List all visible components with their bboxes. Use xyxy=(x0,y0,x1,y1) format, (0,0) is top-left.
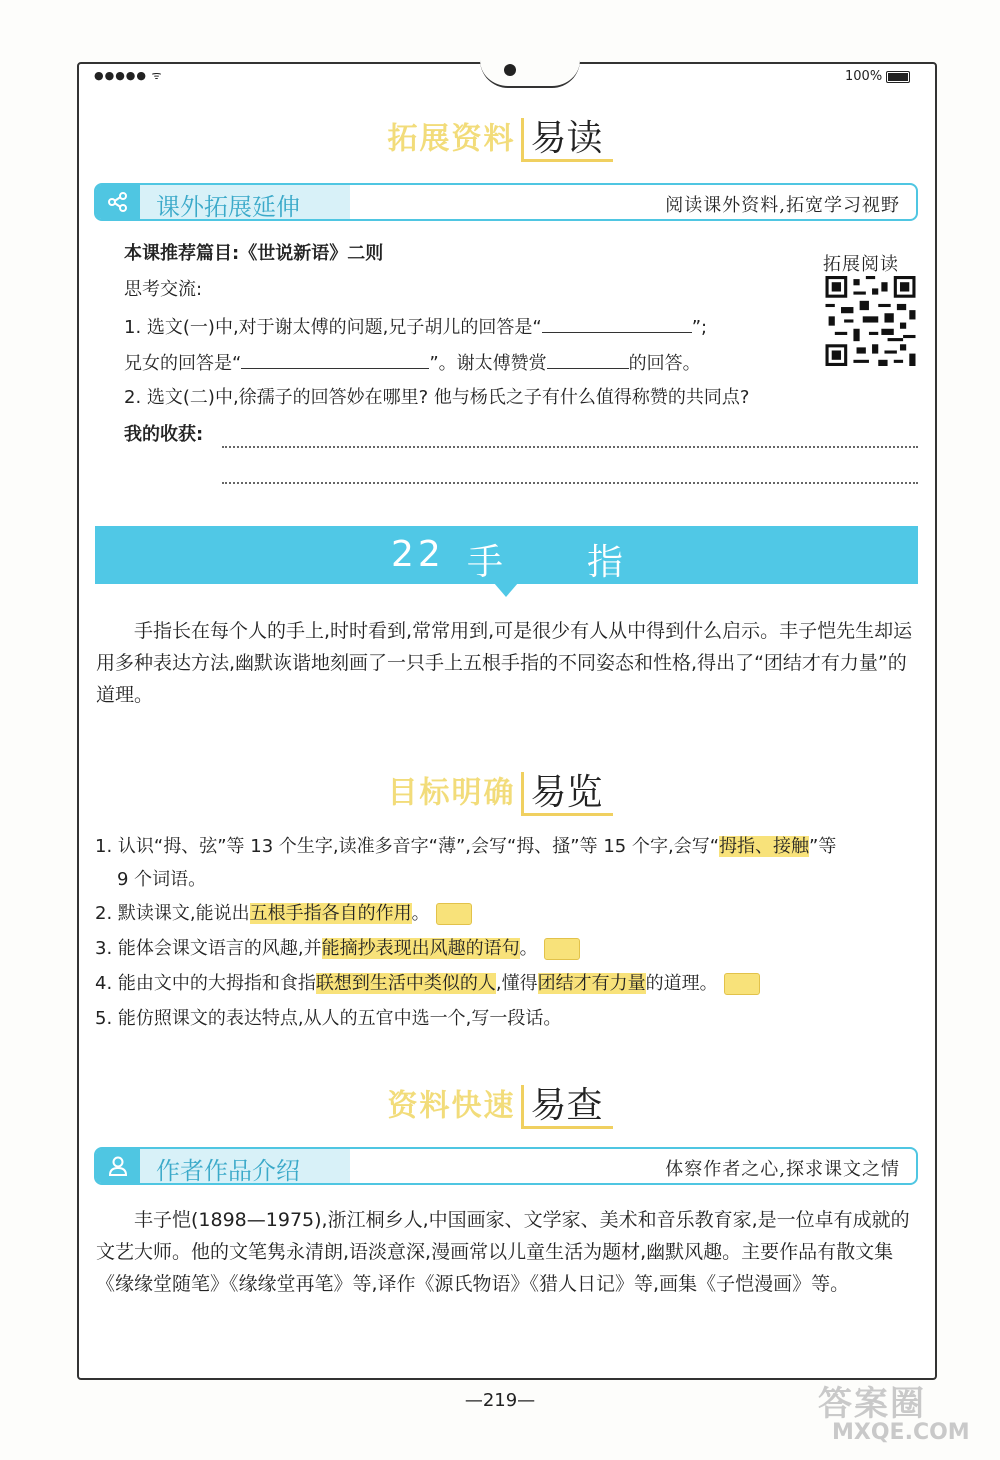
question-1a-end: ”; xyxy=(691,317,708,338)
signal-indicator: ●●●●● ᯤ xyxy=(94,69,163,82)
question-1b xyxy=(124,350,701,376)
note-box[interactable] xyxy=(544,938,580,960)
qr-code-icon[interactable] xyxy=(822,276,919,366)
goal-3 xyxy=(95,936,580,962)
harvest-line[interactable] xyxy=(222,482,918,484)
goal-highlight: 拇指、接触 xyxy=(719,836,810,857)
goal-text: 4. 能由文中的大拇指和食指 xyxy=(95,973,316,994)
info-heading-dark: 易查 xyxy=(521,1085,612,1129)
extend-heading xyxy=(0,110,1000,160)
recommend-line: 本课推荐篇目:《世说新语》二则 xyxy=(124,243,384,264)
lesson-banner xyxy=(95,526,918,584)
extend-heading-dark: 易读 xyxy=(521,118,612,162)
goals-heading-pale: 目标明确 xyxy=(387,775,516,811)
lesson-title-char-2: 指 xyxy=(587,542,624,583)
goal-text: ,懂得 xyxy=(495,973,538,994)
info-heading-pale: 资料快速 xyxy=(387,1088,516,1124)
battery-indicator xyxy=(845,69,910,84)
note-box[interactable] xyxy=(724,973,760,995)
watermark-url: MXQE.COM xyxy=(832,1420,970,1445)
goal-text: 3. 能体会课文语言的风趣,并 xyxy=(95,938,322,959)
watermark-logo: 答案圈 xyxy=(818,1384,926,1424)
answer-blank[interactable] xyxy=(542,314,692,333)
answer-blank[interactable] xyxy=(547,350,629,369)
extend-bar-title: 课外拓展延伸 xyxy=(156,193,300,221)
goal-text: 。 xyxy=(411,903,430,924)
tablet-notch xyxy=(480,60,580,88)
goal-4 xyxy=(95,971,760,997)
info-bar-motto: 体察作者之心,探求课文之情 xyxy=(665,1159,900,1180)
battery-text: 100% xyxy=(845,69,883,84)
goal-1 xyxy=(95,834,836,860)
share-icon xyxy=(96,185,140,219)
goal-highlight: 联想到生活中类似的人 xyxy=(315,973,496,994)
info-section-bar xyxy=(94,1147,918,1185)
goal-text: 的道理。 xyxy=(645,973,718,994)
lesson-intro: 手指长在每个人的手上,时时看到,常常用到,可是很少有人从中得到什么启示。丰子恺先生却运用多种表达方法,幽默诙谐地刻画了一只手上五根手指的不同姿态和性格,得出了“团结才有力量”的道理。 xyxy=(96,620,913,706)
lesson-title-char-1: 手 xyxy=(467,542,504,583)
harvest-label: 我的收获: xyxy=(124,424,204,445)
question-1b-mid: ”。谢太傅赞赏 xyxy=(429,353,547,374)
page-number: —219— xyxy=(464,1390,536,1411)
question-2: 2. 选文(二)中,徐孺子的回答妙在哪里? 他与杨氏之子有什么值得称赞的共同点? xyxy=(124,387,750,408)
question-1a-text: 1. 选文(一)中,对于谢太傅的问题,兄子胡儿的回答是“ xyxy=(124,317,542,338)
lesson-number: 22 xyxy=(391,534,445,575)
goal-1-cont: 9 个词语。 xyxy=(117,869,207,890)
goal-text: ”等 xyxy=(809,836,837,857)
question-1b-end: 的回答。 xyxy=(628,353,701,374)
think-label: 思考交流: xyxy=(124,279,203,300)
goal-text: 。 xyxy=(519,938,538,959)
goals-heading-dark: 易览 xyxy=(521,772,612,816)
extend-bar-motto: 阅读课外资料,拓宽学习视野 xyxy=(665,195,900,216)
author-intro: 丰子恺(1898—1975),浙江桐乡人,中国画家、文学家、美术和音乐教育家,是一位卓有成就的文艺大师。他的文笔隽永清朗,语淡意深,漫画常以儿童生活为题材,幽默风趣。主要作品有散文集《缘缘堂随笔》《缘缘堂再笔》等,译作《源氏物语》《猎人日记》等,画集《子恺漫画》等。 xyxy=(96,1209,910,1295)
goal-5: 5. 能仿照课文的表达特点,从人的五官中选一个,写一段话。 xyxy=(95,1008,562,1029)
info-bar-title: 作者作品介绍 xyxy=(156,1157,300,1185)
goal-highlight: 五根手指各自的作用 xyxy=(249,903,412,924)
camera-dot xyxy=(504,64,516,76)
person-icon xyxy=(96,1149,140,1183)
extend-heading-pale: 拓展资料 xyxy=(387,121,516,157)
goal-2 xyxy=(95,901,472,927)
goals-heading xyxy=(0,764,1000,814)
harvest-line[interactable] xyxy=(222,446,918,448)
extend-section-bar xyxy=(94,183,918,221)
info-heading xyxy=(0,1077,1000,1127)
goal-text: 1. 认识“拇、弦”等 13 个生字,读准多音字“薄”,会写“拇、搔”等 15 个字,会写“ xyxy=(95,836,720,857)
goal-highlight: 能摘抄表现出风趣的语句 xyxy=(321,938,520,959)
banner-pointer xyxy=(494,583,518,597)
question-1b-start: 兄女的回答是“ xyxy=(124,353,242,374)
battery-icon xyxy=(886,71,910,83)
note-box[interactable] xyxy=(436,903,472,925)
qr-label: 拓展阅读 xyxy=(823,254,899,275)
goal-text: 2. 默读课文,能说出 xyxy=(95,903,250,924)
question-1a xyxy=(124,314,707,340)
answer-blank[interactable] xyxy=(241,350,429,369)
goal-highlight: 团结才有力量 xyxy=(537,973,646,994)
